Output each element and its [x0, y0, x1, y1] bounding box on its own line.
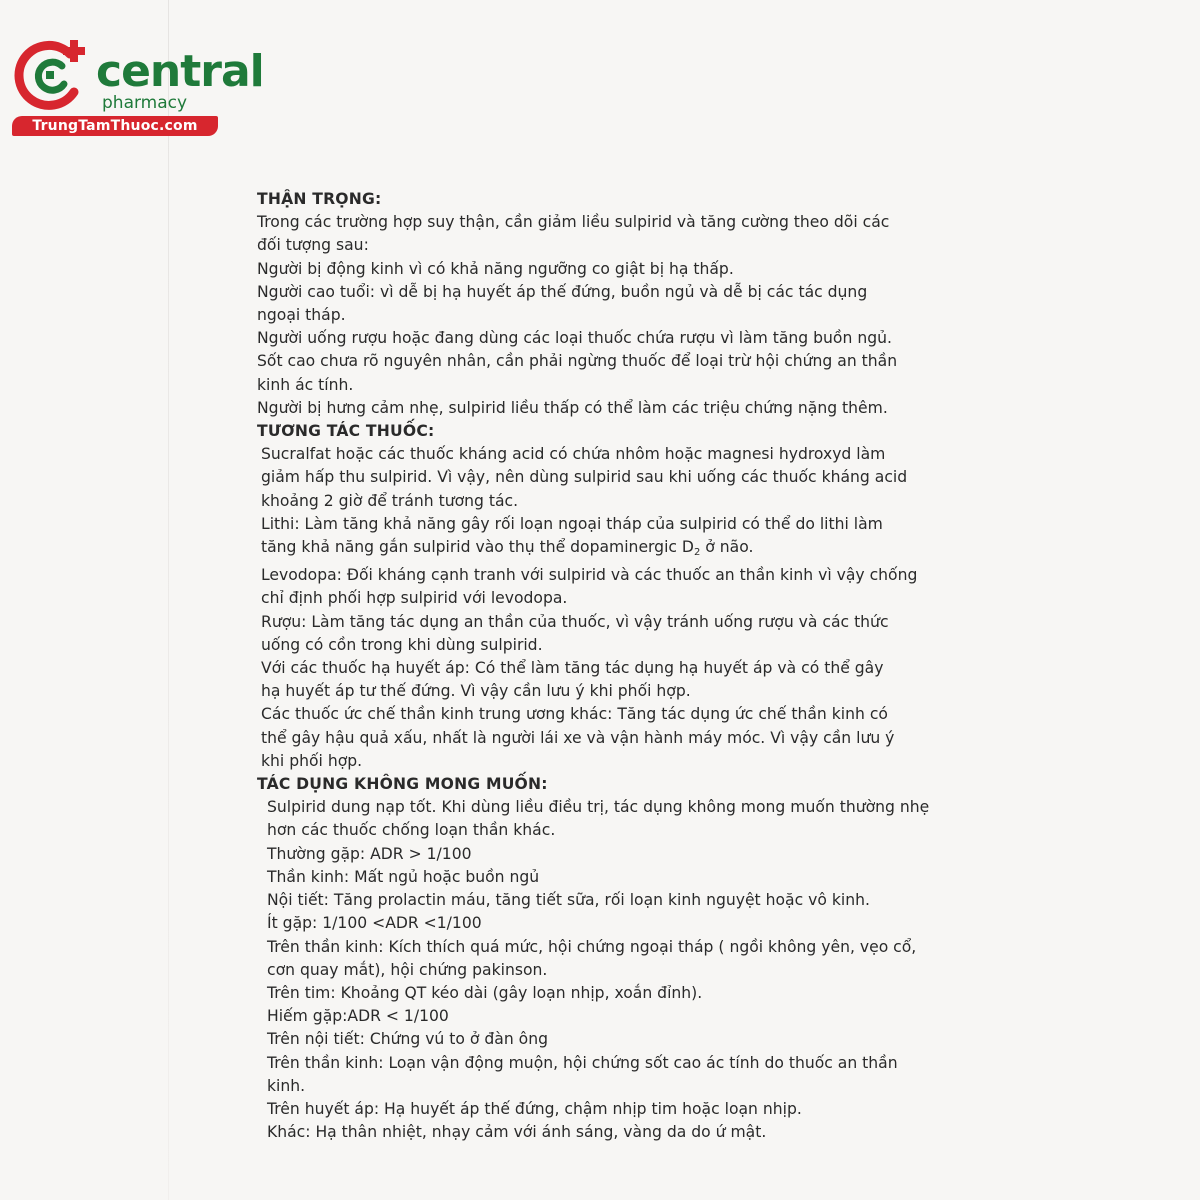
text-line: Nội tiết: Tăng prolactin máu, tăng tiết sữa, rối loạn kinh nguyệt hoặc vô kinh.: [267, 891, 870, 910]
text-line: Levodopa: Đối kháng cạnh tranh với sulpirid và các thuốc an thần kinh vì vậy chống: [261, 566, 918, 585]
text-line: thể gây hậu quả xấu, nhất là người lái xe và vận hành máy móc. Vì vậy cần lưu ý: [261, 728, 895, 747]
text-line: Với các thuốc hạ huyết áp: Có thể làm tăng tác dụng hạ huyết áp và có thể gây: [261, 659, 884, 678]
text-line: Ít gặp: 1/100 <ADR <1/100: [267, 914, 482, 933]
text-line: Rượu: Làm tăng tác dụng an thần của thuốc, vì vậy tránh uống rượu và các thức: [261, 612, 889, 631]
text-line: giảm hấp thu sulpirid. Vì vậy, nên dùng sulpirid sau khi uống các thuốc kháng acid: [261, 468, 908, 487]
text-line: Sốt cao chưa rõ nguyên nhân, cần phải ngừng thuốc để loại trừ hội chứng an thần: [257, 352, 898, 371]
heading-than-trong: THẬN TRỌNG:: [257, 190, 382, 208]
text-line: Sulpirid dung nạp tốt. Khi dùng liều điều trị, tác dụng không mong muốn thường nhẹ: [267, 798, 930, 817]
text-line: Người cao tuổi: vì dễ bị hạ huyết áp thế đứng, buồn ngủ và dễ bị các tác dụng: [257, 282, 868, 301]
text-line: Người uống rượu hoặc đang dùng các loại thuốc chứa rượu vì làm tăng buồn ngủ.: [257, 329, 892, 348]
text-line: khi phối hợp.: [261, 751, 363, 770]
page-edge: [168, 0, 169, 1200]
text-line: uống có cồn trong khi dùng sulpirid.: [261, 635, 543, 654]
text-line: cơn quay mắt), hội chứng pakinson.: [267, 960, 548, 979]
text-line: Trên thần kinh: Kích thích quá mức, hội chứng ngoại tháp ( ngồi không yên, vẹo cổ,: [267, 937, 917, 956]
tac-dung-lines: [257, 796, 977, 1144]
text-fragment: ở não.: [700, 538, 754, 557]
text-line: hạ huyết áp tư thế đứng. Vì vậy cần lưu ý khi phối hợp.: [261, 682, 691, 701]
than-trong-lines: [257, 211, 977, 420]
text-line: Lithi: Làm tăng khả năng gây rối loạn ngoại tháp của sulpirid có thể do lithi làm: [261, 514, 883, 533]
text-line: kinh ác tính.: [257, 375, 354, 394]
document-body: [257, 188, 977, 1144]
subscript: 2: [693, 547, 701, 559]
text-line: ngoại tháp.: [257, 306, 346, 325]
heading-tuong-tac-thuoc: TƯƠNG TÁC THUỐC:: [257, 422, 435, 441]
text-line: chỉ định phối hợp sulpirid với levodopa.: [261, 589, 568, 608]
text-line: Trong các trường hợp suy thận, cần giảm liều sulpirid và tăng cường theo dõi các: [257, 213, 890, 232]
logo-brand-text: central: [96, 46, 264, 97]
pharmacy-cross-icon: [10, 36, 94, 114]
text-line-dopaminergic: [261, 536, 977, 564]
heading-tac-dung-khong-mong-muon: TÁC DỤNG KHÔNG MONG MUỐN:: [257, 775, 548, 794]
text-line: Trên nội tiết: Chứng vú to ở đàn ông: [267, 1030, 548, 1049]
text-line: Trên huyết áp: Hạ huyết áp thế đứng, chậm nhịp tim hoặc loạn nhịp.: [267, 1099, 802, 1118]
text-line: Người bị hưng cảm nhẹ, sulpirid liều thấp có thể làm các triệu chứng nặng thêm.: [257, 398, 888, 417]
text-line: Thần kinh: Mất ngủ hoặc buồn ngủ: [267, 867, 540, 886]
text-line: Hiếm gặp:ADR < 1/100: [267, 1007, 449, 1026]
text-line: khoảng 2 giờ để tránh tương tác.: [261, 491, 519, 510]
text-line: Người bị động kinh vì có khả năng ngưỡng co giật bị hạ thấp.: [257, 259, 734, 278]
text-line: hơn các thuốc chống loạn thần khác.: [267, 821, 556, 840]
logo-subtitle: pharmacy: [102, 93, 188, 113]
logo-website[interactable]: TrungTamThuoc.com: [12, 116, 218, 136]
text-line: Sucralfat hoặc các thuốc kháng acid có chứa nhôm hoặc magnesi hydroxyd làm: [261, 445, 886, 464]
text-line: đối tượng sau:: [257, 236, 369, 255]
text-fragment: tăng khả năng gắn sulpirid vào thụ thể dopaminergic D: [261, 538, 694, 557]
text-line: Trên thần kinh: Loạn vận động muộn, hội chứng sốt cao ác tính do thuốc an thần: [267, 1053, 898, 1072]
text-line: kinh.: [267, 1076, 306, 1095]
text-line: Các thuốc ức chế thần kinh trung ương khác: Tăng tác dụng ức chế thần kinh có: [261, 705, 888, 724]
tuong-tac-lines: [257, 443, 977, 773]
text-line: Trên tim: Khoảng QT kéo dài (gây loạn nhịp, xoắn đỉnh).: [267, 983, 703, 1002]
text-line: Khác: Hạ thân nhiệt, nhạy cảm với ánh sáng, vàng da do ứ mật.: [267, 1123, 767, 1142]
central-pharmacy-logo[interactable]: [10, 36, 264, 136]
text-line: Thường gặp: ADR > 1/100: [267, 844, 472, 863]
